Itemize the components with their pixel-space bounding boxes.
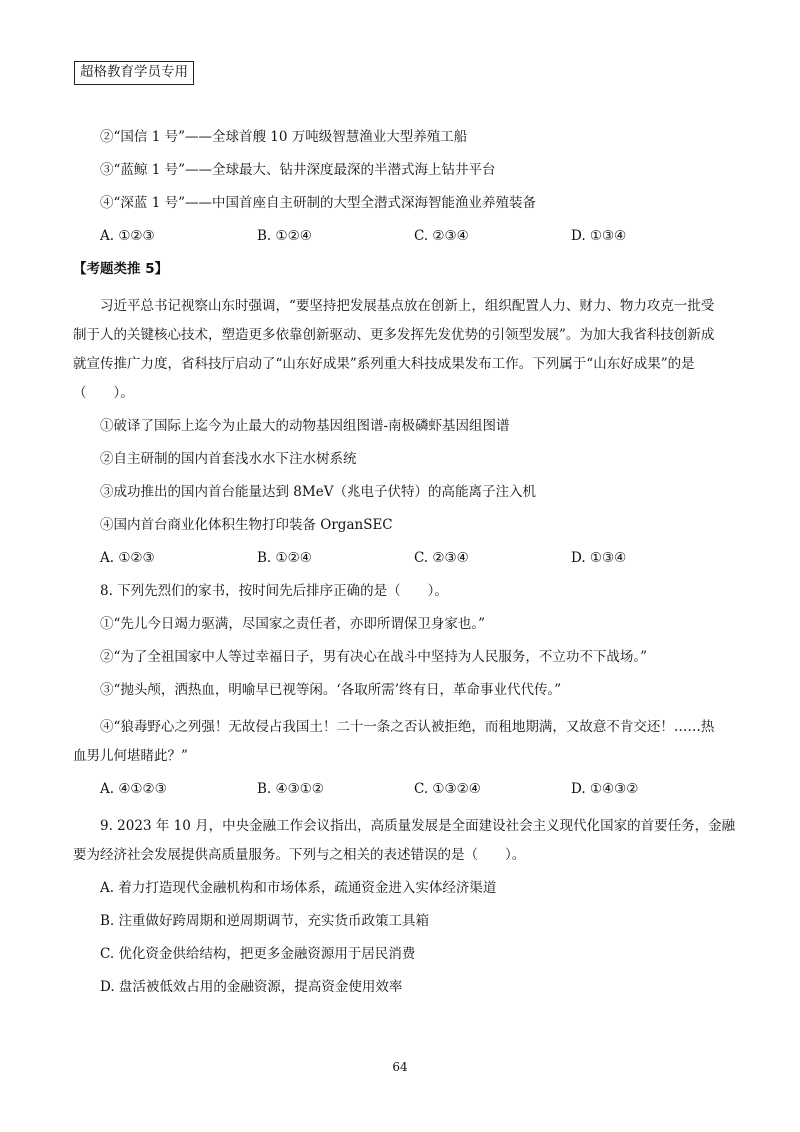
q7-item-3: ③“蓝鲸 1 号”——全球最大、钻井深度最深的半潜式海上钻井平台: [100, 162, 496, 178]
q7-options: [73, 226, 729, 246]
section5-item-4: ④国内首台商业化体积生物打印装备 OrganSEC: [100, 517, 393, 533]
q9-option-b: B. 注重做好跨周期和逆周期调节，充实货币政策工具箱: [100, 913, 430, 929]
q9-option-c: C. 优化资金供给结构，把更多金融资源用于居民消费: [100, 946, 416, 962]
q8-item-4-line-2: 血男儿何堪睹此？”: [73, 748, 188, 764]
q7-option-b: B. ①②④: [257, 228, 312, 244]
q7-item-4: ④“深蓝 1 号”——中国首座自主研制的大型全潜式深海智能渔业养殖装备: [100, 195, 536, 211]
q9-option-a: A. 着力打造现代金融机构和市场体系，疏通资金进入实体经济渠道: [100, 880, 497, 896]
q8-item-2: ②“为了全祖国家中人等过幸福日子，男有决心在战斗中坚持为人民服务，不立功不下战场。”: [100, 649, 648, 665]
q8-item-1: ①“先儿今日竭力驱满，尽国家之责任者，亦即所谓保卫身家也。”: [100, 616, 486, 632]
page-number: 64: [392, 1060, 408, 1074]
section5-item-2: ②自主研制的国内首套浅水水下注水树系统: [100, 451, 357, 467]
q9-stem-line-1: 9. 2023 年 10 月，中央金融工作会议指出，高质量发展是全面建设社会主义现代化国家的首要任务，金融: [100, 818, 736, 834]
q8-item-4-line-1: ④“狼毒野心之列强！无故侵占我国土！二十一条之否认被拒绝，而租地期满，又故意不肯交还！……热: [100, 719, 715, 735]
q8-option-b: B. ④③①②: [257, 781, 324, 797]
section5-item-3: ③成功推出的国内首台能量达到 8MeV（兆电子伏特）的高能离子注入机: [100, 484, 536, 500]
q7-option-a: A. ①②③: [100, 228, 155, 244]
q8-item-3: ③“抛头颅，洒热血，明喻早已视等闲。‘各取所需’终有日，革命事业代代传。”: [100, 682, 562, 698]
section5-item-1: ①破译了国际上迄今为止最大的动物基因组图谱-南极磷虾基因组图谱: [100, 418, 510, 434]
q7-item-2: ②“国信 1 号”——全球首艘 10 万吨级智慧渔业大型养殖工船: [100, 129, 468, 145]
section5-option-b: B. ①②④: [257, 550, 312, 566]
section5-stem-line-1: 习近平总书记视察山东时强调，“要坚持把发展基点放在创新上，组织配置人力、财力、物力攻克一批受: [100, 298, 715, 314]
section5-option-d: D. ①③④: [571, 550, 627, 566]
page-content: [73, 127, 736, 1010]
section5-title: 【考题类推 5】: [73, 261, 169, 277]
header-label: 超格教育学员专用: [74, 61, 194, 85]
q8-option-d: D. ①④③②: [571, 781, 639, 797]
q8-option-c: C. ①③②④: [414, 781, 481, 797]
section5-options: [73, 548, 729, 568]
q8-option-a: A. ④①②③: [100, 781, 167, 797]
q9-option-d: D. 盘活被低效占用的金融资源，提高资金使用效率: [100, 979, 403, 995]
q8-stem: 8. 下列先烈们的家书，按时间先后排序正确的是（ ）。: [100, 583, 448, 599]
q7-option-c: C. ②③④: [414, 228, 469, 244]
q8-options: [73, 779, 729, 799]
section5-stem-line-3: 就宣传推广力度，省科技厅启动了“山东好成果”系列重大科技成果发布工作。下列属于“山东好成果”的是: [73, 356, 695, 372]
section5-stem-line-4: （ ）。: [73, 385, 134, 401]
q7-option-d: D. ①③④: [571, 228, 627, 244]
section5-option-a: A. ①②③: [100, 550, 155, 566]
q9-stem-line-2: 要为经济社会发展提供高质量服务。下列与之相关的表述错误的是（ ）。: [73, 847, 526, 863]
section5-option-c: C. ②③④: [414, 550, 469, 566]
section5-stem-line-2: 制于人的关键核心技术，塑造更多依靠创新驱动、更多发挥先发优势的引领型发展”。为加大我省科技创新成: [73, 327, 715, 343]
